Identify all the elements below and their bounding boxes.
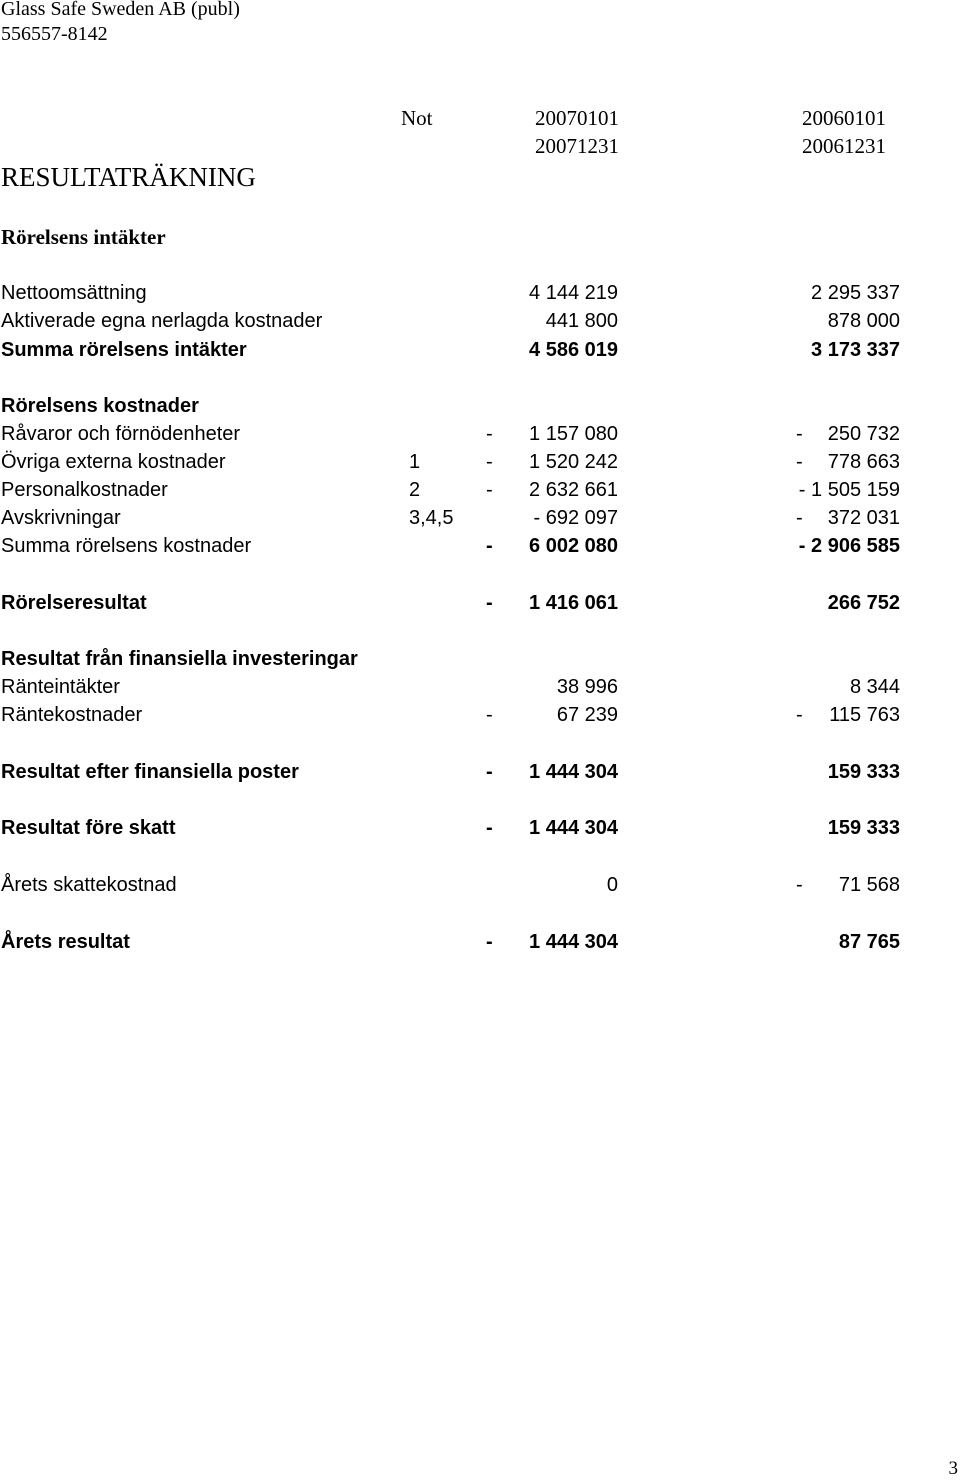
period1-end: 20071231 bbox=[535, 134, 619, 158]
period2-start: 20060101 bbox=[802, 106, 886, 130]
period2-end: 20061231 bbox=[802, 134, 886, 158]
minus-sign: - bbox=[486, 931, 493, 953]
value-2006: 159 333 bbox=[827, 761, 900, 783]
row-label: Rörelsens kostnader bbox=[1, 395, 199, 417]
value-2006: - 1 505 159 bbox=[798, 479, 900, 501]
page-number: 3 bbox=[948, 1458, 958, 1479]
table-row bbox=[0, 815, 960, 841]
row-label: Övriga externa kostnader bbox=[1, 451, 226, 473]
value-2006: 8 344 bbox=[849, 676, 900, 698]
section-heading-costs bbox=[0, 393, 960, 419]
table-row bbox=[0, 590, 960, 616]
note-ref: 2 bbox=[409, 479, 421, 501]
table-row bbox=[0, 674, 960, 700]
value-2006: 372 031 bbox=[827, 507, 900, 529]
value-2007: 0 bbox=[606, 874, 618, 896]
row-label: Nettoomsättning bbox=[1, 282, 147, 304]
value-2007: 4 144 219 bbox=[529, 282, 618, 304]
row-label: Räntekostnader bbox=[1, 704, 143, 726]
value-2006: 71 568 bbox=[838, 874, 900, 896]
minus-sign: - bbox=[796, 874, 803, 896]
table-row bbox=[0, 929, 960, 955]
minus-sign: - bbox=[486, 761, 493, 783]
value-2006: 878 000 bbox=[827, 310, 900, 332]
minus-sign: - bbox=[486, 535, 493, 557]
row-label: Årets skattekostnad bbox=[1, 874, 177, 896]
row-label: Resultat efter finansiella poster bbox=[1, 761, 299, 783]
row-label: Summa rörelsens kostnader bbox=[1, 535, 252, 557]
value-2007: 1 520 242 bbox=[529, 451, 618, 473]
row-label: Ränteintäkter bbox=[1, 676, 120, 698]
row-label: Årets resultat bbox=[1, 931, 130, 953]
value-2007: 1 444 304 bbox=[529, 931, 618, 953]
minus-sign: - bbox=[796, 451, 803, 473]
note-ref: 1 bbox=[409, 451, 421, 473]
value-2007: 1 157 080 bbox=[529, 423, 618, 445]
value-2007: 4 586 019 bbox=[529, 339, 618, 361]
note-ref: 3,4,5 bbox=[409, 507, 454, 529]
value-2006: 778 663 bbox=[827, 451, 900, 473]
note-column-header: Not bbox=[401, 106, 433, 130]
value-2006: 87 765 bbox=[838, 931, 900, 953]
org-number: 556557-8142 bbox=[1, 23, 108, 45]
row-label: Rörelsens intäkter bbox=[1, 225, 166, 249]
value-2007: 1 444 304 bbox=[529, 761, 618, 783]
table-row bbox=[0, 702, 960, 728]
section-heading-financial bbox=[0, 646, 960, 672]
row-label: Personalkostnader bbox=[1, 479, 168, 501]
minus-sign: - bbox=[486, 423, 493, 445]
value-2007: - 692 097 bbox=[533, 507, 618, 529]
minus-sign: - bbox=[486, 817, 493, 839]
value-2007: 67 239 bbox=[556, 704, 618, 726]
value-2006: 159 333 bbox=[827, 817, 900, 839]
period1-start: 20070101 bbox=[535, 106, 619, 130]
page-title: RESULTATRÄKNING bbox=[1, 162, 256, 192]
value-2006: 2 295 337 bbox=[811, 282, 900, 304]
section-heading-revenue bbox=[0, 224, 960, 250]
table-row bbox=[0, 280, 960, 306]
value-2007: 1 416 061 bbox=[529, 592, 618, 614]
value-2007: 38 996 bbox=[556, 676, 618, 698]
row-label: Råvaror och förnödenheter bbox=[1, 423, 241, 445]
company-name: Glass Safe Sweden AB (publ) bbox=[1, 0, 240, 20]
table-row bbox=[0, 449, 960, 475]
value-2006: - 2 906 585 bbox=[798, 535, 900, 557]
row-label: Avskrivningar bbox=[1, 507, 121, 529]
minus-sign: - bbox=[486, 451, 493, 473]
row-label: Resultat från finansiella investeringar bbox=[1, 648, 358, 670]
value-2007: 6 002 080 bbox=[529, 535, 618, 557]
table-row bbox=[0, 872, 960, 898]
minus-sign: - bbox=[796, 704, 803, 726]
value-2007: 441 800 bbox=[545, 310, 618, 332]
value-2007: 2 632 661 bbox=[529, 479, 618, 501]
table-row bbox=[0, 759, 960, 785]
table-row bbox=[0, 308, 960, 334]
minus-sign: - bbox=[796, 507, 803, 529]
table-row bbox=[0, 505, 960, 531]
minus-sign: - bbox=[486, 704, 493, 726]
value-2006: 266 752 bbox=[827, 592, 900, 614]
minus-sign: - bbox=[486, 479, 493, 501]
table-row bbox=[0, 533, 960, 559]
minus-sign: - bbox=[796, 423, 803, 445]
value-2007: 1 444 304 bbox=[529, 817, 618, 839]
table-row bbox=[0, 421, 960, 447]
minus-sign: - bbox=[486, 592, 493, 614]
table-row bbox=[0, 477, 960, 503]
value-2006: 115 763 bbox=[829, 704, 900, 726]
value-2006: 3 173 337 bbox=[811, 339, 900, 361]
row-label: Summa rörelsens intäkter bbox=[1, 339, 247, 361]
row-label: Resultat före skatt bbox=[1, 817, 176, 839]
table-row bbox=[0, 337, 960, 363]
value-2006: 250 732 bbox=[827, 423, 900, 445]
row-label: Aktiverade egna nerlagda kostnader bbox=[1, 310, 323, 332]
row-label: Rörelseresultat bbox=[1, 592, 147, 614]
